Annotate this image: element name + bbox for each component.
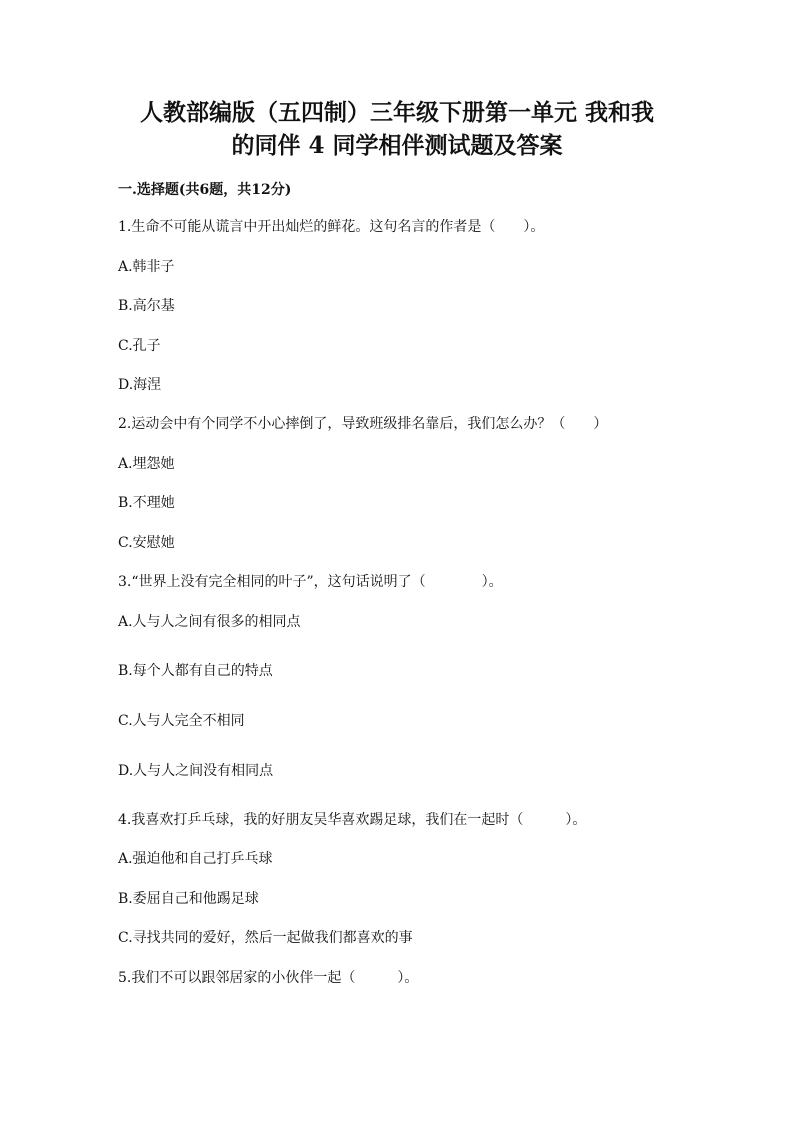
question-2-option-b: B.不理她 [118,495,175,511]
question-3-option-c: C.人与人完全不相同 [118,713,245,729]
question-4-option-c: C.寻找共同的爱好，然后一起做我们都喜欢的事 [118,930,413,946]
question-3-stem: 3.“世界上没有完全相同的叶子”，这句话说明了（ ）。 [118,574,503,590]
question-1-option-d: D.海涅 [118,377,162,393]
question-5-stem: 5.我们不可以跟邻居家的小伙伴一起（ ）。 [118,970,419,986]
question-3-option-b: B.每个人都有自己的特点 [118,663,273,679]
page-title-line-1: 人教部编版（五四制）三年级下册第一单元 我和我 [139,99,654,126]
question-4-option-b: B.委屈自己和他踢足球 [118,891,259,907]
question-4-stem: 4.我喜欢打乒乓球，我的好朋友吴华喜欢踢足球，我们在一起时（ ）。 [118,812,587,828]
question-2-stem: 2.运动会中有个同学不小心摔倒了，导致班级排名靠后，我们怎么办？（ ） [118,416,608,432]
question-2-option-a: A.埋怨她 [118,456,175,472]
page-title-line-2: 的同伴 4 同学相伴测试题及答案 [231,132,563,159]
question-1-option-b: B.高尔基 [118,298,175,314]
page-title [110,96,684,162]
question-4-option-a: A.强迫他和自己打乒乓球 [118,851,273,867]
question-1-option-c: C.孔子 [118,338,161,354]
question-3-option-d: D.人与人之间没有相同点 [118,763,274,779]
question-1-stem: 1.生命不可能从谎言中开出灿烂的鲜花。这句名言的作者是（ ）。 [118,219,545,235]
question-1-option-a: A.韩非子 [118,259,175,275]
section-heading: 一.选择题(共6题，共12分) [118,182,292,198]
question-3-option-a: A.人与人之间有很多的相同点 [118,614,301,630]
question-2-option-c: C.安慰她 [118,535,175,551]
